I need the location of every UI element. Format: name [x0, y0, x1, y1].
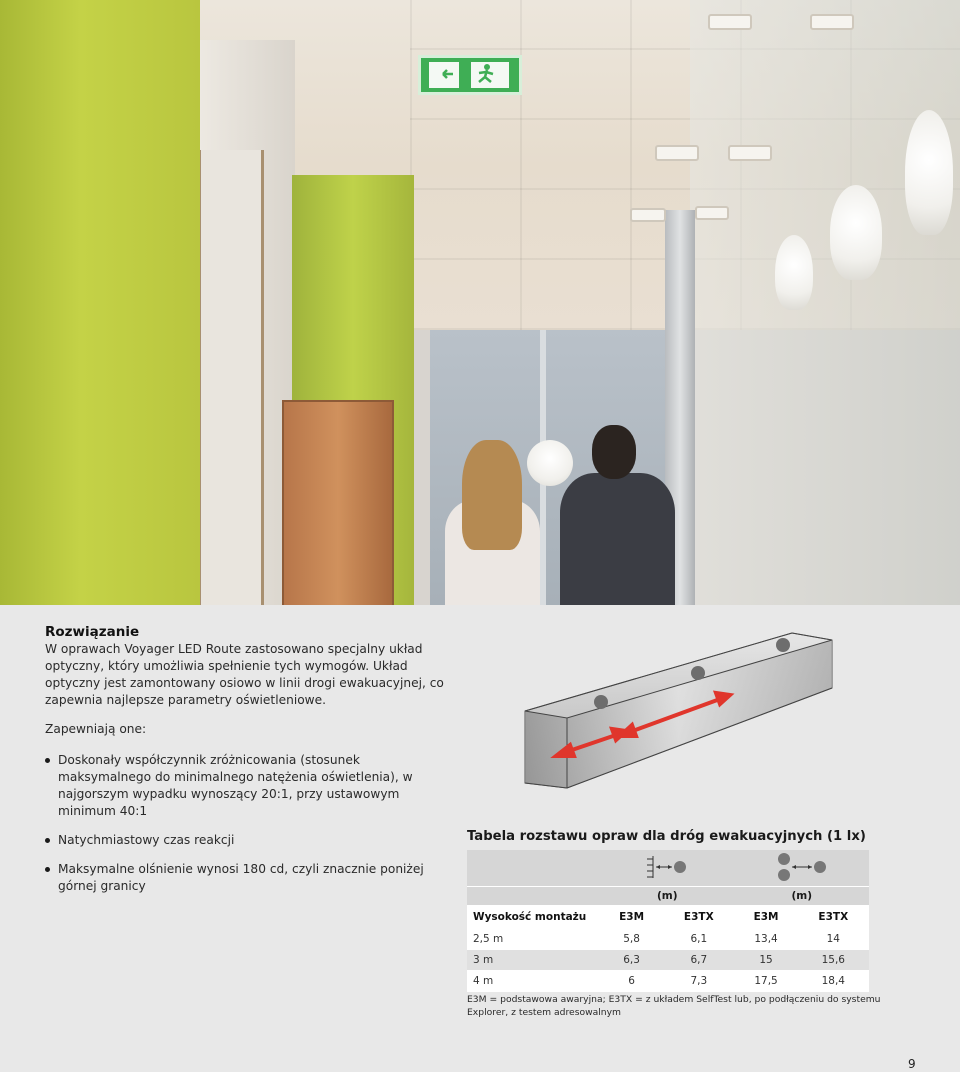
ceiling-light — [728, 145, 772, 161]
table-cell: 6,1 — [663, 929, 734, 950]
benefits-list — [45, 752, 445, 895]
ceiling-light — [630, 208, 666, 222]
table-cell: 3 m — [467, 950, 600, 971]
column-header: E3M — [734, 906, 797, 929]
solution-section — [45, 624, 445, 907]
column-header: E3TX — [663, 906, 734, 929]
ceiling-light — [708, 14, 752, 30]
table-cell: 18,4 — [798, 971, 869, 992]
table-cell: 15,6 — [798, 950, 869, 971]
table-cell: 6,3 — [600, 950, 663, 971]
corridor-diagram — [520, 628, 838, 810]
table-cell: 15 — [734, 950, 797, 971]
column-header: E3M — [600, 906, 663, 929]
intro-paragraph: W oprawach Voyager LED Route zastosowano specjalny układ optyczny, który umożliwia spełnienie tych wymogów. Układ optyczny jest zamontowany osiowo w linii drogi ewakuacyjnej, co zapewnia najlepsze parametry oświetleniowe. — [45, 642, 444, 707]
ceiling-light — [695, 206, 729, 220]
person-man — [560, 425, 675, 605]
unit-label: (m) — [600, 887, 734, 906]
table-cell: 13,4 — [734, 929, 797, 950]
list-item: Doskonały współczynnik zróżnicowania (stosunek maksymalnego do minimalnego natężenia oświetlenia), w najgorszym wypadku wynoszący 20:1, przy ustawowym minimum 40:1 — [45, 752, 445, 820]
luminaire-dot — [594, 695, 608, 709]
unit-label: (m) — [734, 887, 869, 906]
table-cell: 6,7 — [663, 950, 734, 971]
table-cell: 17,5 — [734, 971, 797, 992]
pendant-lamp — [775, 235, 813, 310]
spacing-table — [467, 850, 869, 992]
pendant-lamp — [905, 110, 953, 235]
exit-sign-icon — [418, 55, 522, 95]
luminaire-to-luminaire-spacing-icon — [734, 850, 869, 887]
table-cell: 6 — [600, 971, 663, 992]
person-woman — [440, 440, 545, 605]
table-cell: 4 m — [467, 971, 600, 992]
page-number: 9 — [908, 1057, 916, 1071]
wall-to-luminaire-spacing-icon — [600, 850, 734, 887]
list-item: Maksymalne olśnienie wynosi 180 cd, czyli znacznie poniżej górnej granicy — [45, 861, 445, 895]
ceiling-light — [810, 14, 854, 30]
provide-paragraph: Zapewniają one: — [45, 722, 147, 736]
green-pillar-left — [0, 0, 200, 605]
pendant-lamp — [830, 185, 882, 280]
section-heading: Rozwiązanie — [45, 624, 140, 640]
table-row — [467, 929, 869, 950]
table-cell: 5,8 — [600, 929, 663, 950]
table-cell: 2,5 m — [467, 929, 600, 950]
luminaire-dot — [776, 638, 790, 652]
table-row — [467, 950, 869, 971]
column-header: E3TX — [798, 906, 869, 929]
glass-partition — [690, 0, 960, 605]
door — [198, 150, 264, 605]
column-header: Wysokość montażu — [467, 906, 600, 929]
table-title: Tabela rozstawu opraw dla dróg ewakuacyjnych (1 lx) — [467, 829, 866, 844]
table-cell: 7,3 — [663, 971, 734, 992]
table-cell: 14 — [798, 929, 869, 950]
list-item: Natychmiastowy czas reakcji — [45, 832, 445, 849]
wooden-cabinet — [282, 400, 394, 605]
luminaire-dot — [691, 666, 705, 680]
table-row — [467, 971, 869, 992]
table-footnote: E3M = podstawowa awaryjna; E3TX = z układem SelfTest lub, po podłączeniu do systemu Explorer, z testem adresowalnym — [467, 994, 881, 1018]
ceiling-light — [655, 145, 699, 161]
